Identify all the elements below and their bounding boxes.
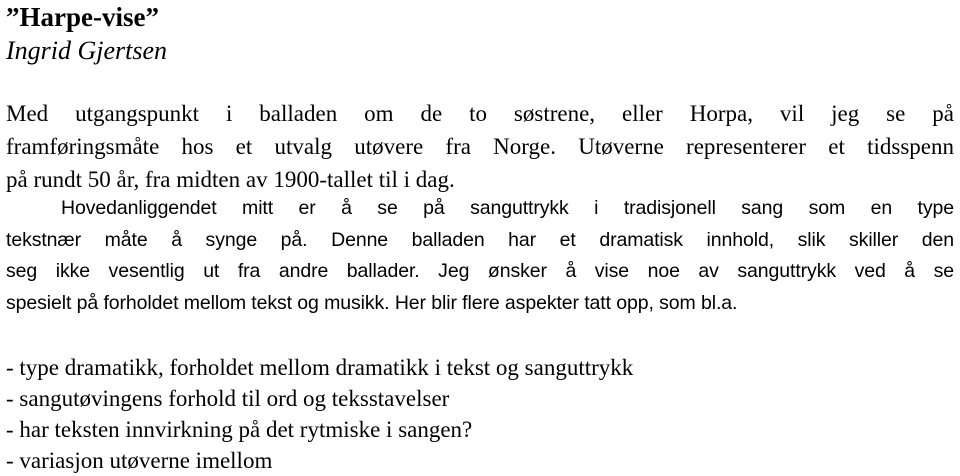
list-item: - har teksten innvirkning på det rytmiske i sangen? bbox=[6, 417, 473, 442]
document-title: ”Harpe-vise” bbox=[6, 2, 159, 32]
list-item: - sangutøvingens forhold til ord og teksstavelser bbox=[6, 386, 450, 411]
main-line: Hovedanliggendet mitt er å se på sanguttrykk i tradisjonell sang som en type bbox=[61, 197, 954, 219]
document-page bbox=[6, 0, 954, 473]
document-author: Ingrid Gjertsen bbox=[6, 36, 168, 65]
list-item: - variasjon utøverne imellom bbox=[6, 448, 273, 473]
intro-line: Med utgangspunkt i balladen om de to søstrene, eller Horpa, vil jeg se på bbox=[6, 101, 954, 126]
intro-paragraph bbox=[6, 97, 954, 196]
main-line: seg ikke vesentlig ut fra andre ballader. Jeg ønsker å vise noe av sanguttrykk ved å se bbox=[6, 260, 954, 282]
aspect-list bbox=[6, 352, 633, 476]
list-item: - type dramatikk, forholdet mellom dramatikk i tekst og sanguttrykk bbox=[6, 355, 634, 380]
main-line: spesielt på forholdet mellom tekst og musikk. Her blir flere aspekter tatt opp, som bl.a. bbox=[6, 291, 738, 314]
intro-line: framføringsmåte hos et utvalg utøvere fra Norge. Utøverne representerer et tidsspenn bbox=[6, 134, 954, 159]
main-line: tekstnær måte å synge på. Denne balladen har et dramatisk innhold, slik skiller den bbox=[6, 228, 954, 251]
intro-line: på rundt 50 år, fra midten av 1900-tallet til i dag. bbox=[6, 167, 455, 192]
main-paragraph bbox=[6, 193, 954, 319]
